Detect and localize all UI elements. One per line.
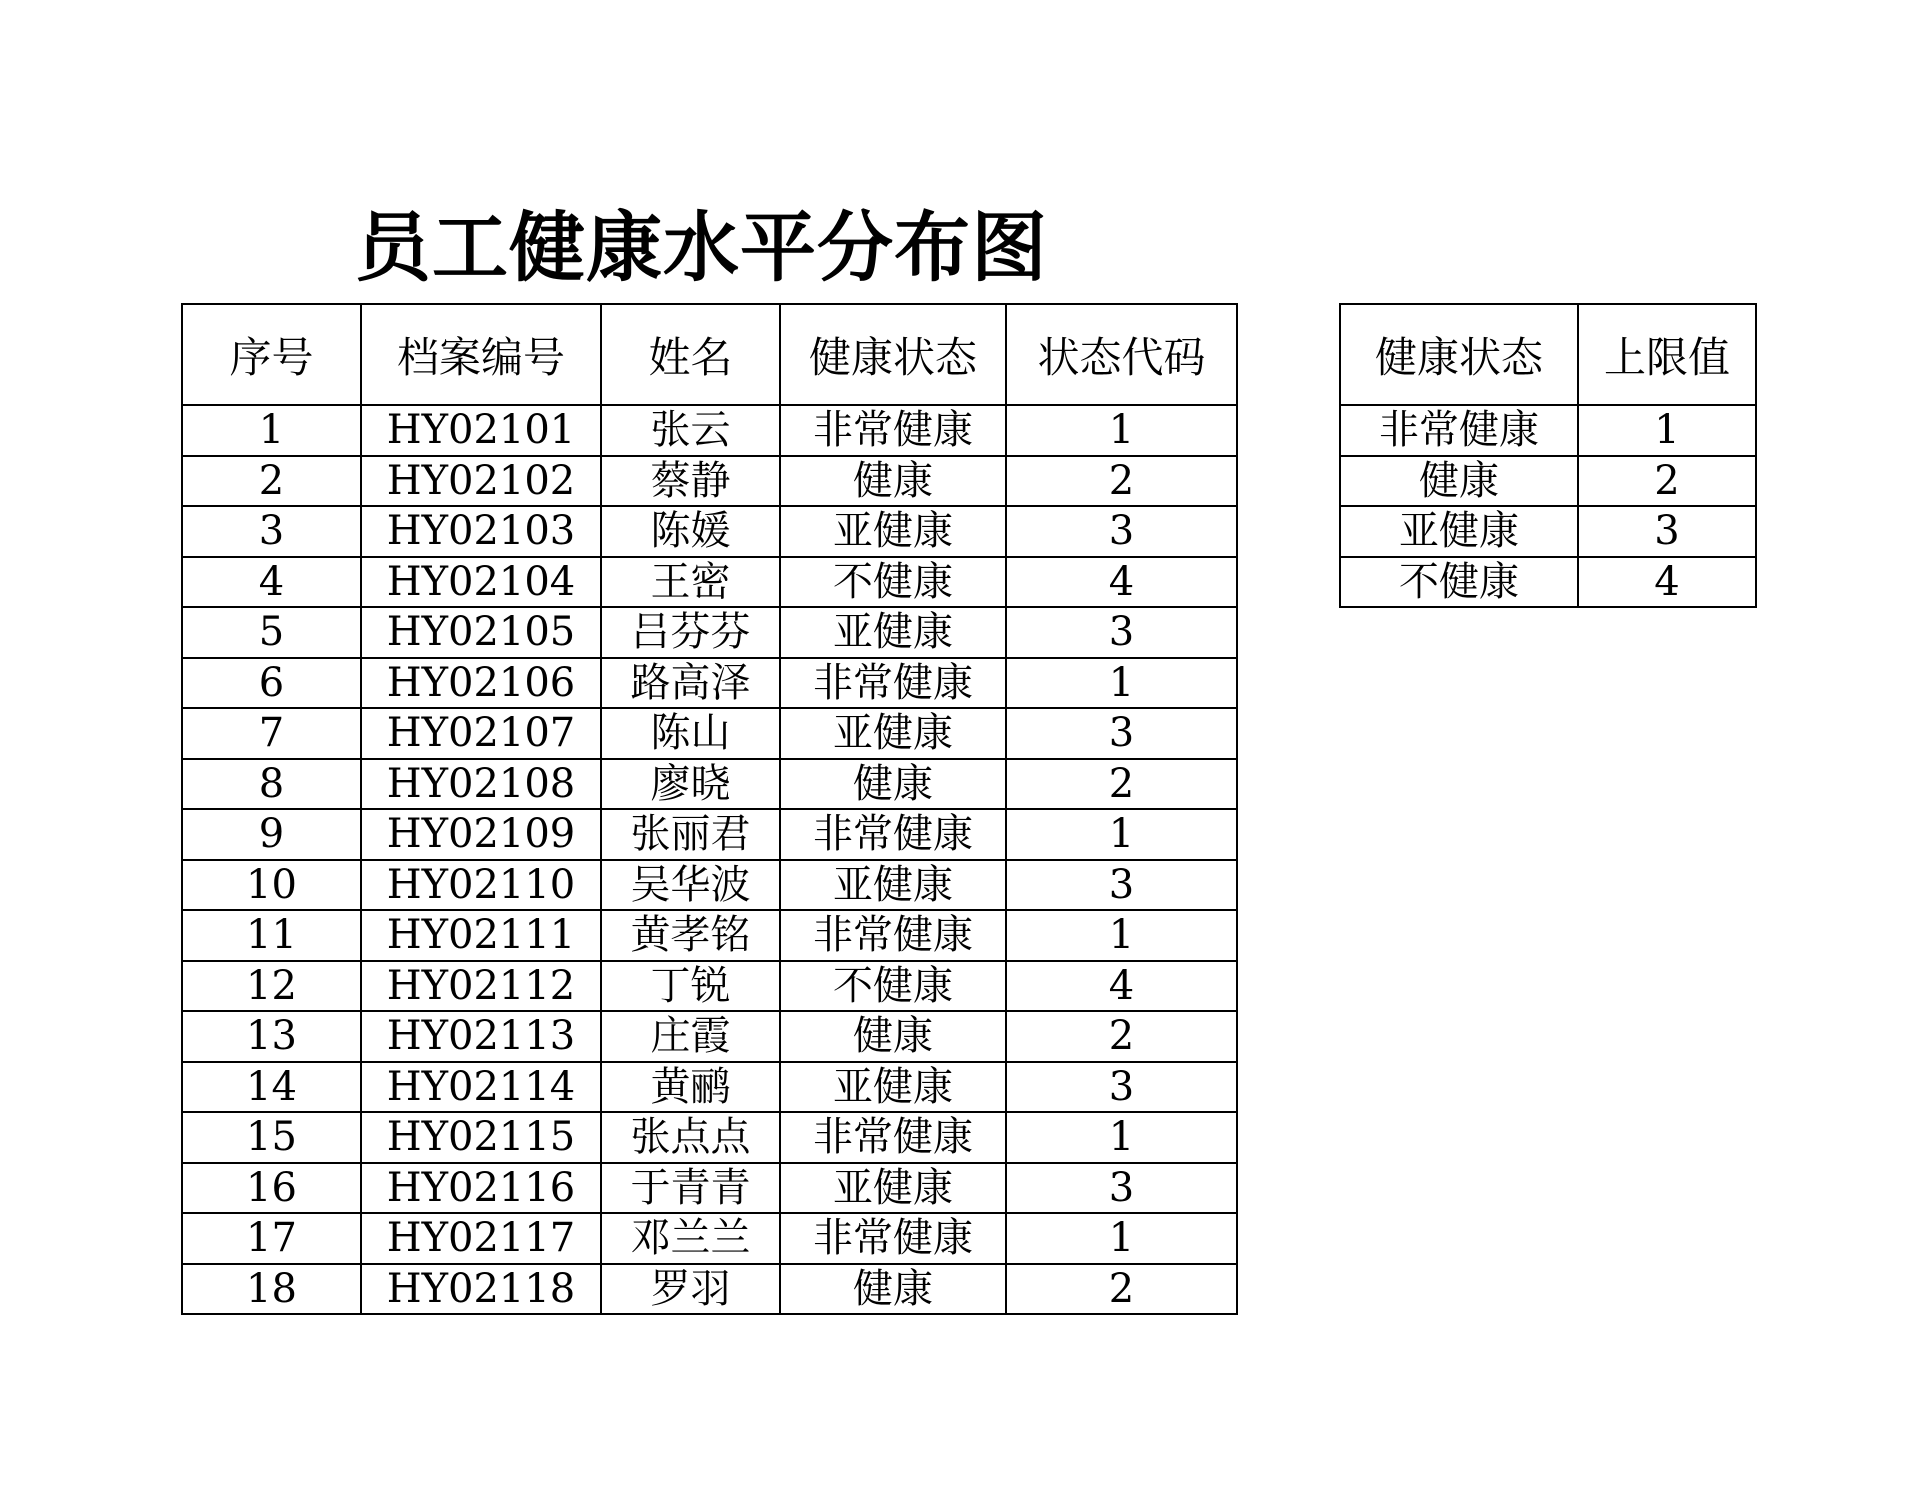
cell-record-id: HY02104 bbox=[361, 557, 601, 608]
table-row bbox=[182, 1264, 1237, 1315]
table-row bbox=[182, 456, 1237, 507]
cell-health-status: 非常健康 bbox=[780, 1213, 1006, 1264]
cell-health-status: 亚健康 bbox=[780, 860, 1006, 911]
employee-health-table bbox=[181, 303, 1238, 1315]
cell-health-status: 非常健康 bbox=[1340, 405, 1578, 456]
cell-name: 王密 bbox=[601, 557, 780, 608]
cell-health-status: 不健康 bbox=[780, 961, 1006, 1012]
table-header-row bbox=[182, 304, 1237, 405]
cell-record-id: HY02110 bbox=[361, 860, 601, 911]
header-cell-upper-limit: 上限值 bbox=[1578, 304, 1756, 405]
cell-status-code: 1 bbox=[1006, 1213, 1237, 1264]
cell-health-status: 非常健康 bbox=[780, 405, 1006, 456]
cell-health-status: 亚健康 bbox=[780, 1062, 1006, 1113]
cell-status-code: 2 bbox=[1006, 759, 1237, 810]
cell-index: 2 bbox=[182, 456, 361, 507]
cell-index: 1 bbox=[182, 405, 361, 456]
cell-record-id: HY02105 bbox=[361, 607, 601, 658]
table-row bbox=[182, 708, 1237, 759]
cell-name: 于青青 bbox=[601, 1163, 780, 1214]
table-row bbox=[182, 860, 1237, 911]
cell-record-id: HY02111 bbox=[361, 910, 601, 961]
cell-status-code: 3 bbox=[1006, 1163, 1237, 1214]
cell-name: 蔡静 bbox=[601, 456, 780, 507]
cell-index: 17 bbox=[182, 1213, 361, 1264]
cell-name: 路高泽 bbox=[601, 658, 780, 709]
cell-health-status: 健康 bbox=[1340, 456, 1578, 507]
cell-record-id: HY02118 bbox=[361, 1264, 601, 1315]
cell-record-id: HY02116 bbox=[361, 1163, 601, 1214]
table-row bbox=[182, 809, 1237, 860]
cell-status-code: 1 bbox=[1006, 405, 1237, 456]
cell-status-code: 1 bbox=[1006, 809, 1237, 860]
cell-index: 4 bbox=[182, 557, 361, 608]
cell-record-id: HY02117 bbox=[361, 1213, 601, 1264]
cell-name: 张丽君 bbox=[601, 809, 780, 860]
cell-upper-limit: 2 bbox=[1578, 456, 1756, 507]
cell-health-status: 非常健康 bbox=[780, 910, 1006, 961]
cell-index: 9 bbox=[182, 809, 361, 860]
cell-name: 张云 bbox=[601, 405, 780, 456]
cell-health-status: 非常健康 bbox=[780, 658, 1006, 709]
table-row bbox=[182, 759, 1237, 810]
table-row bbox=[182, 607, 1237, 658]
cell-record-id: HY02108 bbox=[361, 759, 601, 810]
cell-name: 罗羽 bbox=[601, 1264, 780, 1315]
cell-status-code: 2 bbox=[1006, 1011, 1237, 1062]
cell-status-code: 4 bbox=[1006, 557, 1237, 608]
cell-health-status: 不健康 bbox=[1340, 557, 1578, 608]
cell-record-id: HY02115 bbox=[361, 1112, 601, 1163]
table-row bbox=[182, 506, 1237, 557]
cell-index: 6 bbox=[182, 658, 361, 709]
cell-index: 3 bbox=[182, 506, 361, 557]
cell-status-code: 1 bbox=[1006, 658, 1237, 709]
cell-health-status: 健康 bbox=[780, 1011, 1006, 1062]
cell-index: 12 bbox=[182, 961, 361, 1012]
cell-upper-limit: 4 bbox=[1578, 557, 1756, 608]
cell-status-code: 4 bbox=[1006, 961, 1237, 1012]
cell-index: 5 bbox=[182, 607, 361, 658]
cell-index: 15 bbox=[182, 1112, 361, 1163]
table-row bbox=[1340, 405, 1756, 456]
cell-status-code: 3 bbox=[1006, 506, 1237, 557]
cell-name: 吕芬芬 bbox=[601, 607, 780, 658]
cell-name: 陈媛 bbox=[601, 506, 780, 557]
cell-upper-limit: 3 bbox=[1578, 506, 1756, 557]
table-row bbox=[182, 1062, 1237, 1113]
table-row bbox=[182, 910, 1237, 961]
cell-health-status: 非常健康 bbox=[780, 1112, 1006, 1163]
table-row bbox=[1340, 456, 1756, 507]
cell-record-id: HY02114 bbox=[361, 1062, 601, 1113]
cell-health-status: 亚健康 bbox=[780, 607, 1006, 658]
cell-health-status: 亚健康 bbox=[780, 506, 1006, 557]
cell-health-status: 健康 bbox=[780, 759, 1006, 810]
table-row bbox=[182, 1163, 1237, 1214]
table-row bbox=[182, 1213, 1237, 1264]
header-cell-health-status: 健康状态 bbox=[1340, 304, 1578, 405]
table-row bbox=[182, 557, 1237, 608]
cell-name: 邓兰兰 bbox=[601, 1213, 780, 1264]
cell-index: 13 bbox=[182, 1011, 361, 1062]
table-row bbox=[182, 405, 1237, 456]
cell-health-status: 亚健康 bbox=[780, 708, 1006, 759]
header-cell-record-id: 档案编号 bbox=[361, 304, 601, 405]
cell-upper-limit: 1 bbox=[1578, 405, 1756, 456]
header-cell-index: 序号 bbox=[182, 304, 361, 405]
cell-record-id: HY02101 bbox=[361, 405, 601, 456]
cell-record-id: HY02107 bbox=[361, 708, 601, 759]
cell-name: 吴华波 bbox=[601, 860, 780, 911]
cell-record-id: HY02102 bbox=[361, 456, 601, 507]
cell-name: 黄鹂 bbox=[601, 1062, 780, 1113]
cell-index: 7 bbox=[182, 708, 361, 759]
cell-index: 18 bbox=[182, 1264, 361, 1315]
page-title: 员工健康水平分布图 bbox=[355, 203, 1048, 292]
cell-record-id: HY02109 bbox=[361, 809, 601, 860]
cell-name: 丁锐 bbox=[601, 961, 780, 1012]
cell-status-code: 2 bbox=[1006, 456, 1237, 507]
cell-name: 张点点 bbox=[601, 1112, 780, 1163]
cell-health-status: 亚健康 bbox=[1340, 506, 1578, 557]
cell-status-code: 3 bbox=[1006, 708, 1237, 759]
table-header-row bbox=[1340, 304, 1756, 405]
cell-status-code: 1 bbox=[1006, 1112, 1237, 1163]
header-cell-name: 姓名 bbox=[601, 304, 780, 405]
cell-record-id: HY02106 bbox=[361, 658, 601, 709]
table-row bbox=[182, 658, 1237, 709]
cell-health-status: 非常健康 bbox=[780, 809, 1006, 860]
cell-name: 庄霞 bbox=[601, 1011, 780, 1062]
cell-health-status: 亚健康 bbox=[780, 1163, 1006, 1214]
table-row bbox=[182, 1011, 1237, 1062]
table-row bbox=[182, 961, 1237, 1012]
cell-health-status: 不健康 bbox=[780, 557, 1006, 608]
cell-index: 14 bbox=[182, 1062, 361, 1113]
header-cell-health-status: 健康状态 bbox=[780, 304, 1006, 405]
cell-name: 陈山 bbox=[601, 708, 780, 759]
cell-name: 黄孝铭 bbox=[601, 910, 780, 961]
cell-status-code: 1 bbox=[1006, 910, 1237, 961]
cell-status-code: 3 bbox=[1006, 1062, 1237, 1113]
cell-health-status: 健康 bbox=[780, 456, 1006, 507]
header-cell-status-code: 状态代码 bbox=[1006, 304, 1237, 405]
cell-index: 11 bbox=[182, 910, 361, 961]
cell-index: 16 bbox=[182, 1163, 361, 1214]
table-row bbox=[1340, 557, 1756, 608]
cell-status-code: 3 bbox=[1006, 860, 1237, 911]
cell-record-id: HY02113 bbox=[361, 1011, 601, 1062]
cell-health-status: 健康 bbox=[780, 1264, 1006, 1315]
cell-record-id: HY02103 bbox=[361, 506, 601, 557]
cell-name: 廖晓 bbox=[601, 759, 780, 810]
table-row bbox=[182, 1112, 1237, 1163]
health-status-limit-table bbox=[1339, 303, 1757, 608]
cell-index: 8 bbox=[182, 759, 361, 810]
table-row bbox=[1340, 506, 1756, 557]
cell-record-id: HY02112 bbox=[361, 961, 601, 1012]
cell-status-code: 2 bbox=[1006, 1264, 1237, 1315]
cell-status-code: 3 bbox=[1006, 607, 1237, 658]
cell-index: 10 bbox=[182, 860, 361, 911]
